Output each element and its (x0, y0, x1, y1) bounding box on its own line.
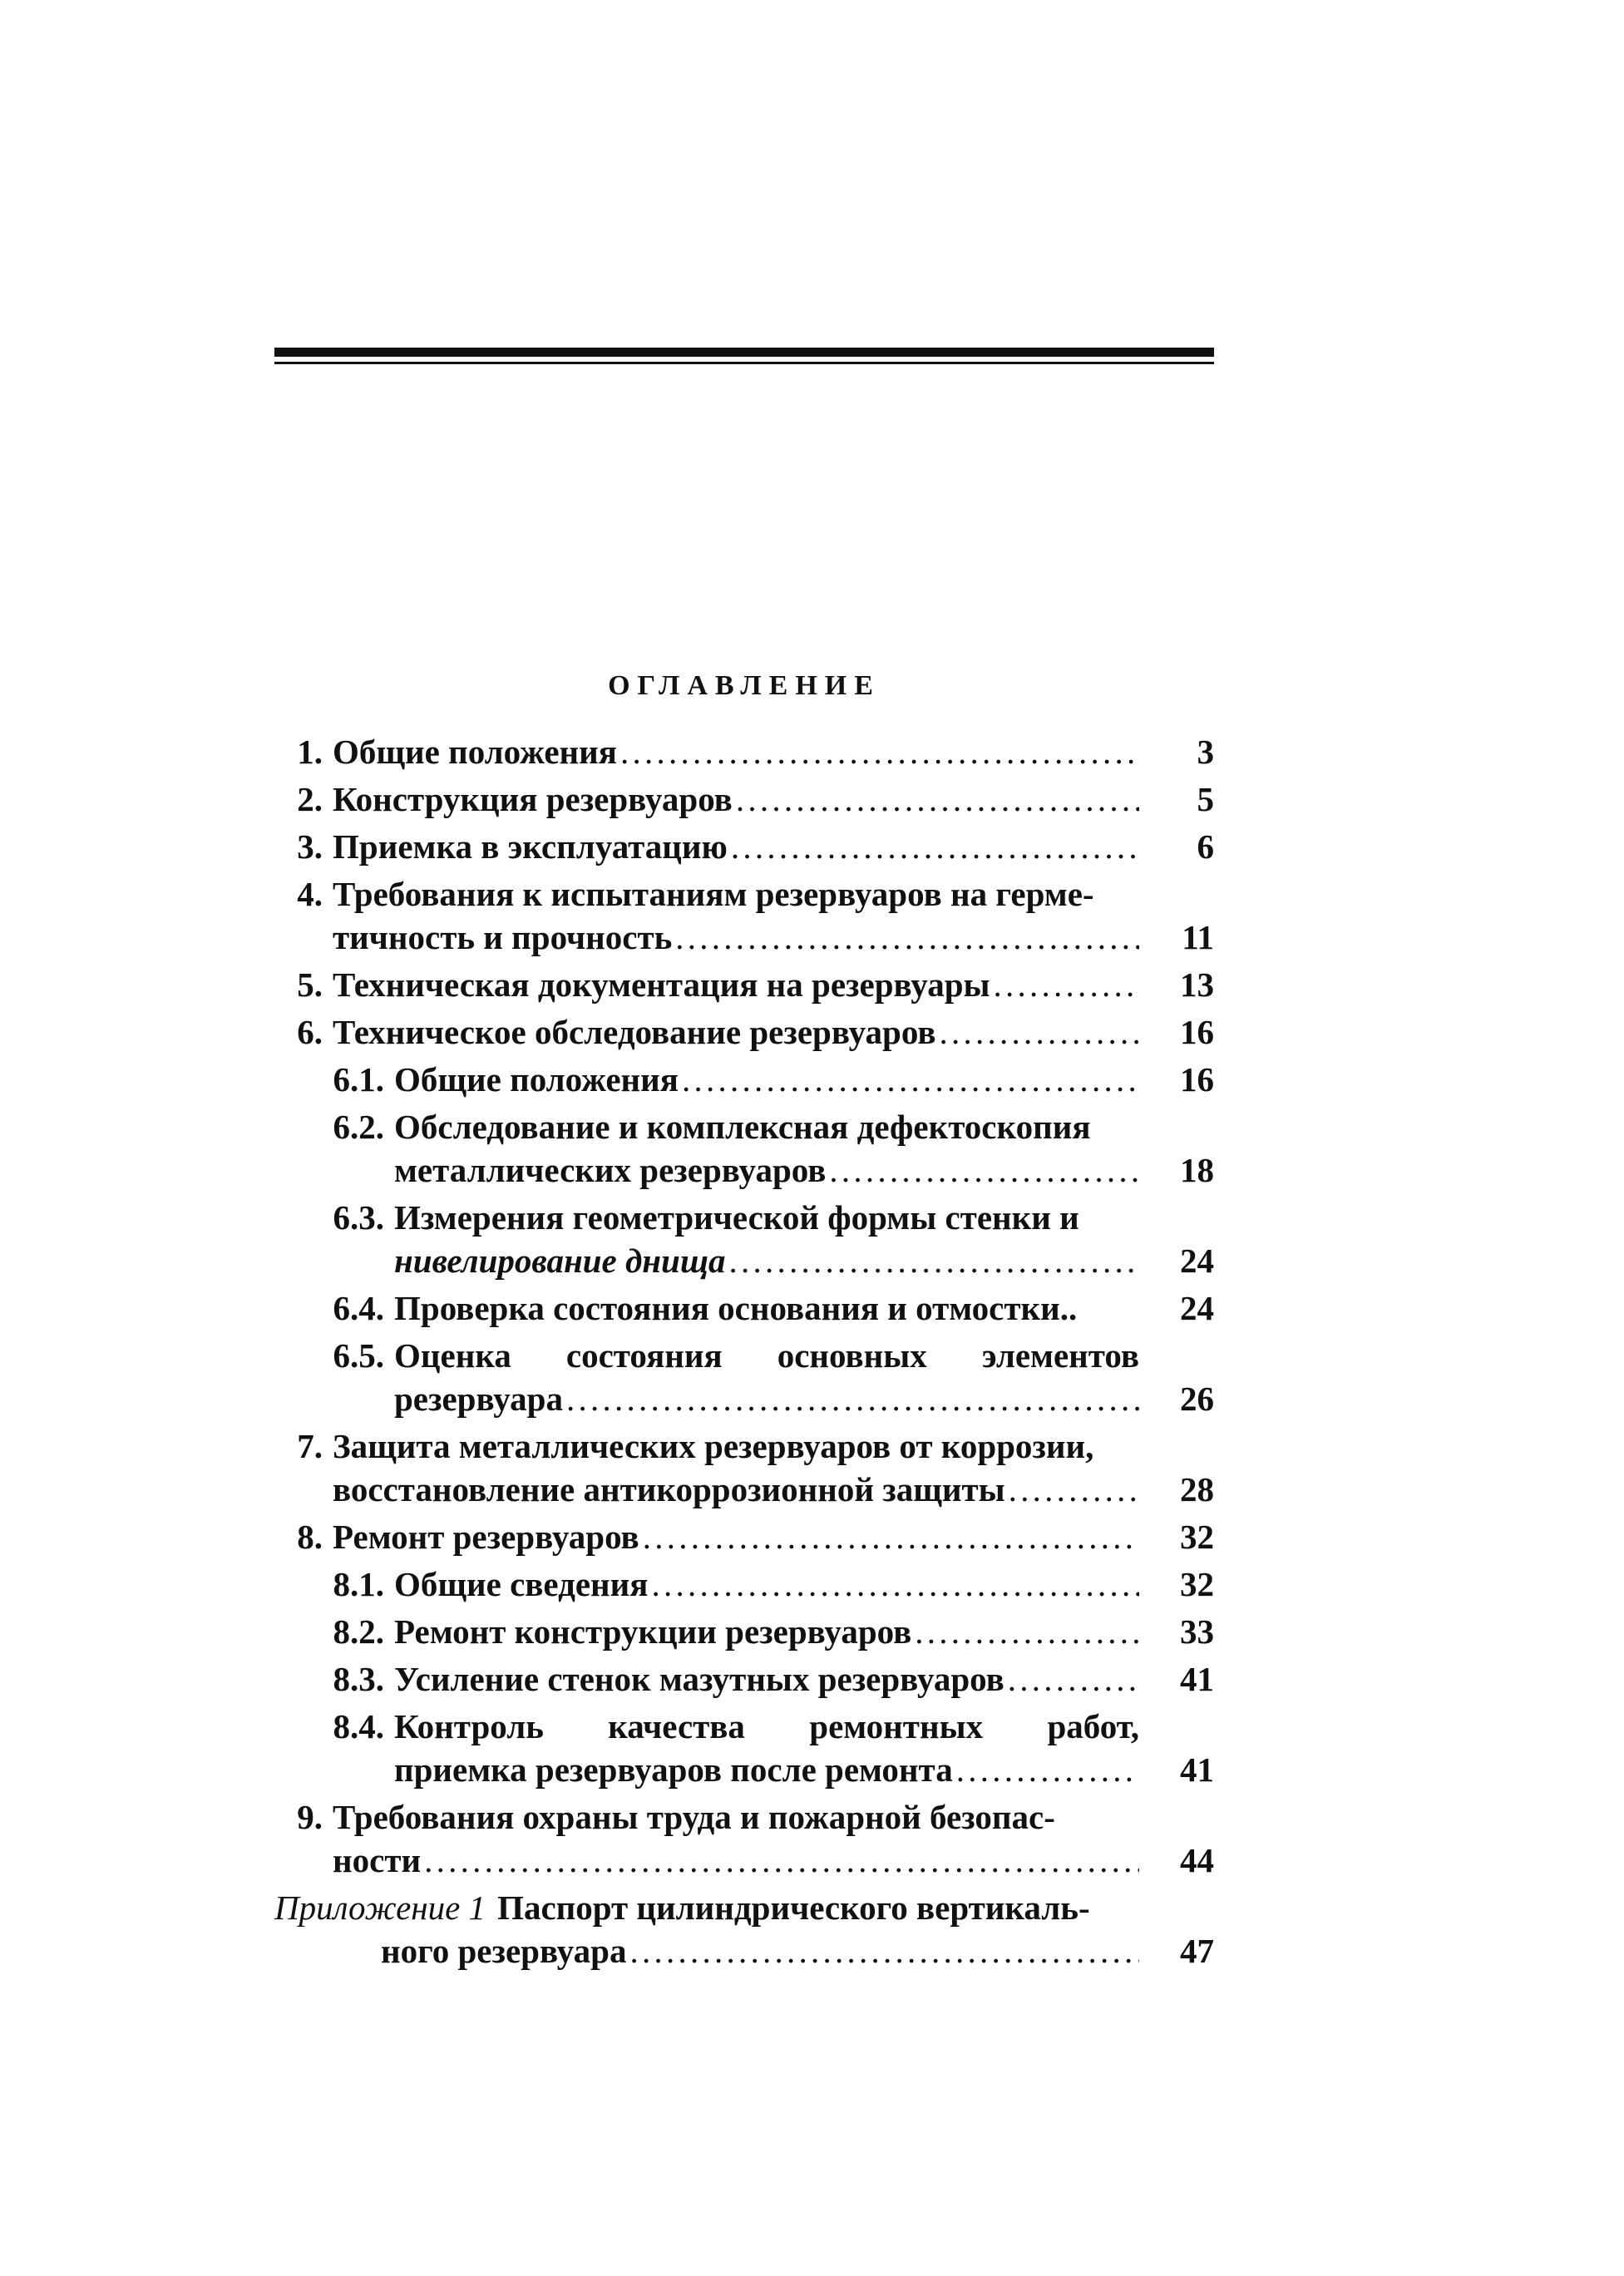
toc-page-number: 11 (1182, 918, 1214, 956)
toc-entry-number: 5. (297, 965, 323, 1004)
toc-entry-8[interactable] (274, 1515, 1214, 1558)
dot-leader (672, 916, 1139, 959)
toc-entry-2[interactable] (274, 778, 1214, 821)
toc-page-number: 24 (1180, 1242, 1214, 1280)
toc-entry-number: 1. (297, 733, 323, 771)
toc-entry-title-line-2: тичность и прочность (333, 918, 673, 956)
dot-leader (679, 1058, 1139, 1101)
toc-entry-number: 4. (297, 875, 323, 913)
toc-entry-number: 2. (297, 780, 323, 818)
toc-entry-word: основных (777, 1336, 927, 1375)
toc-entry-7[interactable] (274, 1424, 1214, 1511)
dot-leader (826, 1148, 1139, 1192)
toc-entry-title: Общие сведения (394, 1565, 649, 1603)
top-rule-thick (274, 348, 1214, 357)
toc-page-number: 28 (1180, 1470, 1214, 1508)
toc-entry-number: 6.4. (333, 1289, 384, 1327)
toc-entry-word: качества (608, 1707, 745, 1745)
toc-page-number: 33 (1180, 1612, 1214, 1651)
toc-entry-number: 6.1. (333, 1060, 384, 1099)
toc-entry-number: 3. (297, 827, 323, 866)
toc-entry-title-line-1: Защита металлических резервуаров от коррозии, (333, 1427, 1094, 1465)
toc-entry-title-line-2: восстановление антикоррозионной защиты (333, 1470, 1005, 1508)
toc-entry-9[interactable] (274, 1795, 1214, 1882)
toc-entry-word: работ, (1047, 1707, 1139, 1745)
toc-page-number: 16 (1180, 1013, 1214, 1051)
toc-entry-8-1[interactable] (274, 1563, 1214, 1606)
toc-entry-title-line-2: металлических резервуаров (394, 1151, 827, 1189)
toc-entry-title: Ремонт резервуаров (333, 1518, 639, 1556)
toc-page-number: 16 (1180, 1060, 1214, 1099)
toc-page-number: 13 (1180, 965, 1214, 1004)
toc-entry-title: Техническая документация на резервуары (333, 965, 990, 1004)
toc-entry-number: 8.3. (333, 1660, 384, 1698)
toc-entry-word: элементов (981, 1336, 1139, 1375)
toc-entry-title: Приемка в эксплуатацию (333, 827, 728, 866)
dot-leader (733, 778, 1139, 821)
toc-entry-8-2[interactable] (274, 1610, 1214, 1653)
toc-page-number: 18 (1180, 1151, 1214, 1189)
toc-entry-number: 6.5. (333, 1336, 384, 1375)
toc-entry-4[interactable] (274, 872, 1214, 959)
toc-page-number: 26 (1180, 1380, 1214, 1418)
toc-entry-word: ремонтных (809, 1707, 984, 1745)
toc-entry-title-line-2: приемка резервуаров после ремонта (394, 1750, 953, 1789)
dot-leader (726, 1239, 1139, 1282)
toc-entry-6-3[interactable] (274, 1196, 1214, 1282)
toc-entry-word: состояния (565, 1336, 723, 1375)
dot-leader (935, 1010, 1139, 1054)
toc-entry-title: Конструкция резервуаров (333, 780, 733, 818)
toc-page-number: 44 (1180, 1841, 1214, 1879)
table-of-contents (274, 730, 1214, 1977)
toc-entry-title: Проверка состояния основания и отмостки.. (394, 1289, 1078, 1327)
toc-entry-8-4[interactable] (274, 1705, 1214, 1791)
appendix-label: Приложение 1 (274, 1888, 486, 1927)
toc-entry-6-4[interactable] (274, 1286, 1214, 1330)
toc-entry-6-5[interactable] (274, 1334, 1214, 1420)
dot-leader (626, 1929, 1139, 1972)
toc-entry-6-2[interactable] (274, 1105, 1214, 1192)
dot-leader (911, 1610, 1139, 1653)
toc-entry-title-line-1: Обследование и комплексная дефектоскопия (394, 1108, 1091, 1146)
toc-page-number: 3 (1197, 733, 1214, 771)
dot-leader (990, 963, 1139, 1006)
toc-page-number: 41 (1180, 1660, 1214, 1698)
toc-entry-number: 8.4. (333, 1707, 384, 1745)
toc-entry-title: Ремонт конструкции резервуаров (394, 1612, 912, 1651)
toc-page-number: 32 (1180, 1565, 1214, 1603)
dot-leader (421, 1839, 1139, 1882)
dot-leader (1005, 1657, 1139, 1701)
toc-entry-appendix-1[interactable] (274, 1886, 1214, 1972)
toc-page-number: 5 (1197, 780, 1214, 818)
toc-page-number: 32 (1180, 1518, 1214, 1556)
toc-entry-title: Техническое обследование резервуаров (333, 1013, 936, 1051)
toc-entry-number: 8.1. (333, 1565, 384, 1603)
toc-entry-number: 6.2. (333, 1108, 384, 1146)
toc-heading: ОГЛАВЛЕНИЕ (608, 670, 881, 701)
toc-entry-title-line-2: ности (333, 1841, 422, 1879)
top-rule-thin (274, 362, 1214, 364)
toc-entry-6-1[interactable] (274, 1058, 1214, 1101)
toc-entry-number: 6.3. (333, 1198, 384, 1237)
dot-leader (728, 825, 1139, 868)
toc-entry-number: 9. (297, 1798, 323, 1836)
toc-entry-5[interactable] (274, 963, 1214, 1006)
toc-page-number: 6 (1197, 827, 1214, 866)
toc-entry-number: 7. (297, 1427, 323, 1465)
dot-leader (617, 730, 1139, 773)
toc-entry-title-line-1: Требования к испытаниям резервуаров на герме- (333, 875, 1094, 913)
toc-page-number: 41 (1180, 1750, 1214, 1789)
toc-entry-title-line-1: Измерения геометрической формы стенки и (394, 1198, 1079, 1237)
toc-entry-3[interactable] (274, 825, 1214, 868)
toc-entry-number: 8. (297, 1518, 323, 1556)
toc-entry-8-3[interactable] (274, 1657, 1214, 1701)
toc-entry-title: Усиление стенок мазутных резервуаров (394, 1660, 1005, 1698)
toc-entry-title-line-2: ного резервуара (381, 1932, 627, 1970)
dot-leader (563, 1377, 1139, 1420)
toc-entry-title-line-2: резервуара (394, 1380, 563, 1418)
dot-leader (1005, 1468, 1139, 1511)
toc-entry-word: Оценка (394, 1336, 511, 1375)
toc-entry-title-line-2: нивелирование днища (394, 1242, 726, 1280)
toc-entry-word: Контроль (394, 1707, 544, 1745)
toc-entry-number: 8.2. (333, 1612, 384, 1651)
toc-entry-title: Общие положения (333, 733, 617, 771)
toc-entry-number: 6. (297, 1013, 323, 1051)
dot-leader (648, 1563, 1139, 1606)
dot-leader (639, 1515, 1139, 1558)
toc-entry-title-line-1: Паспорт цилиндрического вертикаль- (497, 1888, 1090, 1927)
toc-entry-title: Общие положения (394, 1060, 679, 1099)
toc-entry-title-line-1: Требования охраны труда и пожарной безопас- (333, 1798, 1055, 1836)
toc-page-number: 24 (1180, 1289, 1214, 1327)
toc-page-number: 47 (1180, 1932, 1214, 1970)
toc-entry-6[interactable] (274, 1010, 1214, 1054)
dot-leader (953, 1748, 1139, 1791)
toc-entry-1[interactable] (274, 730, 1214, 773)
